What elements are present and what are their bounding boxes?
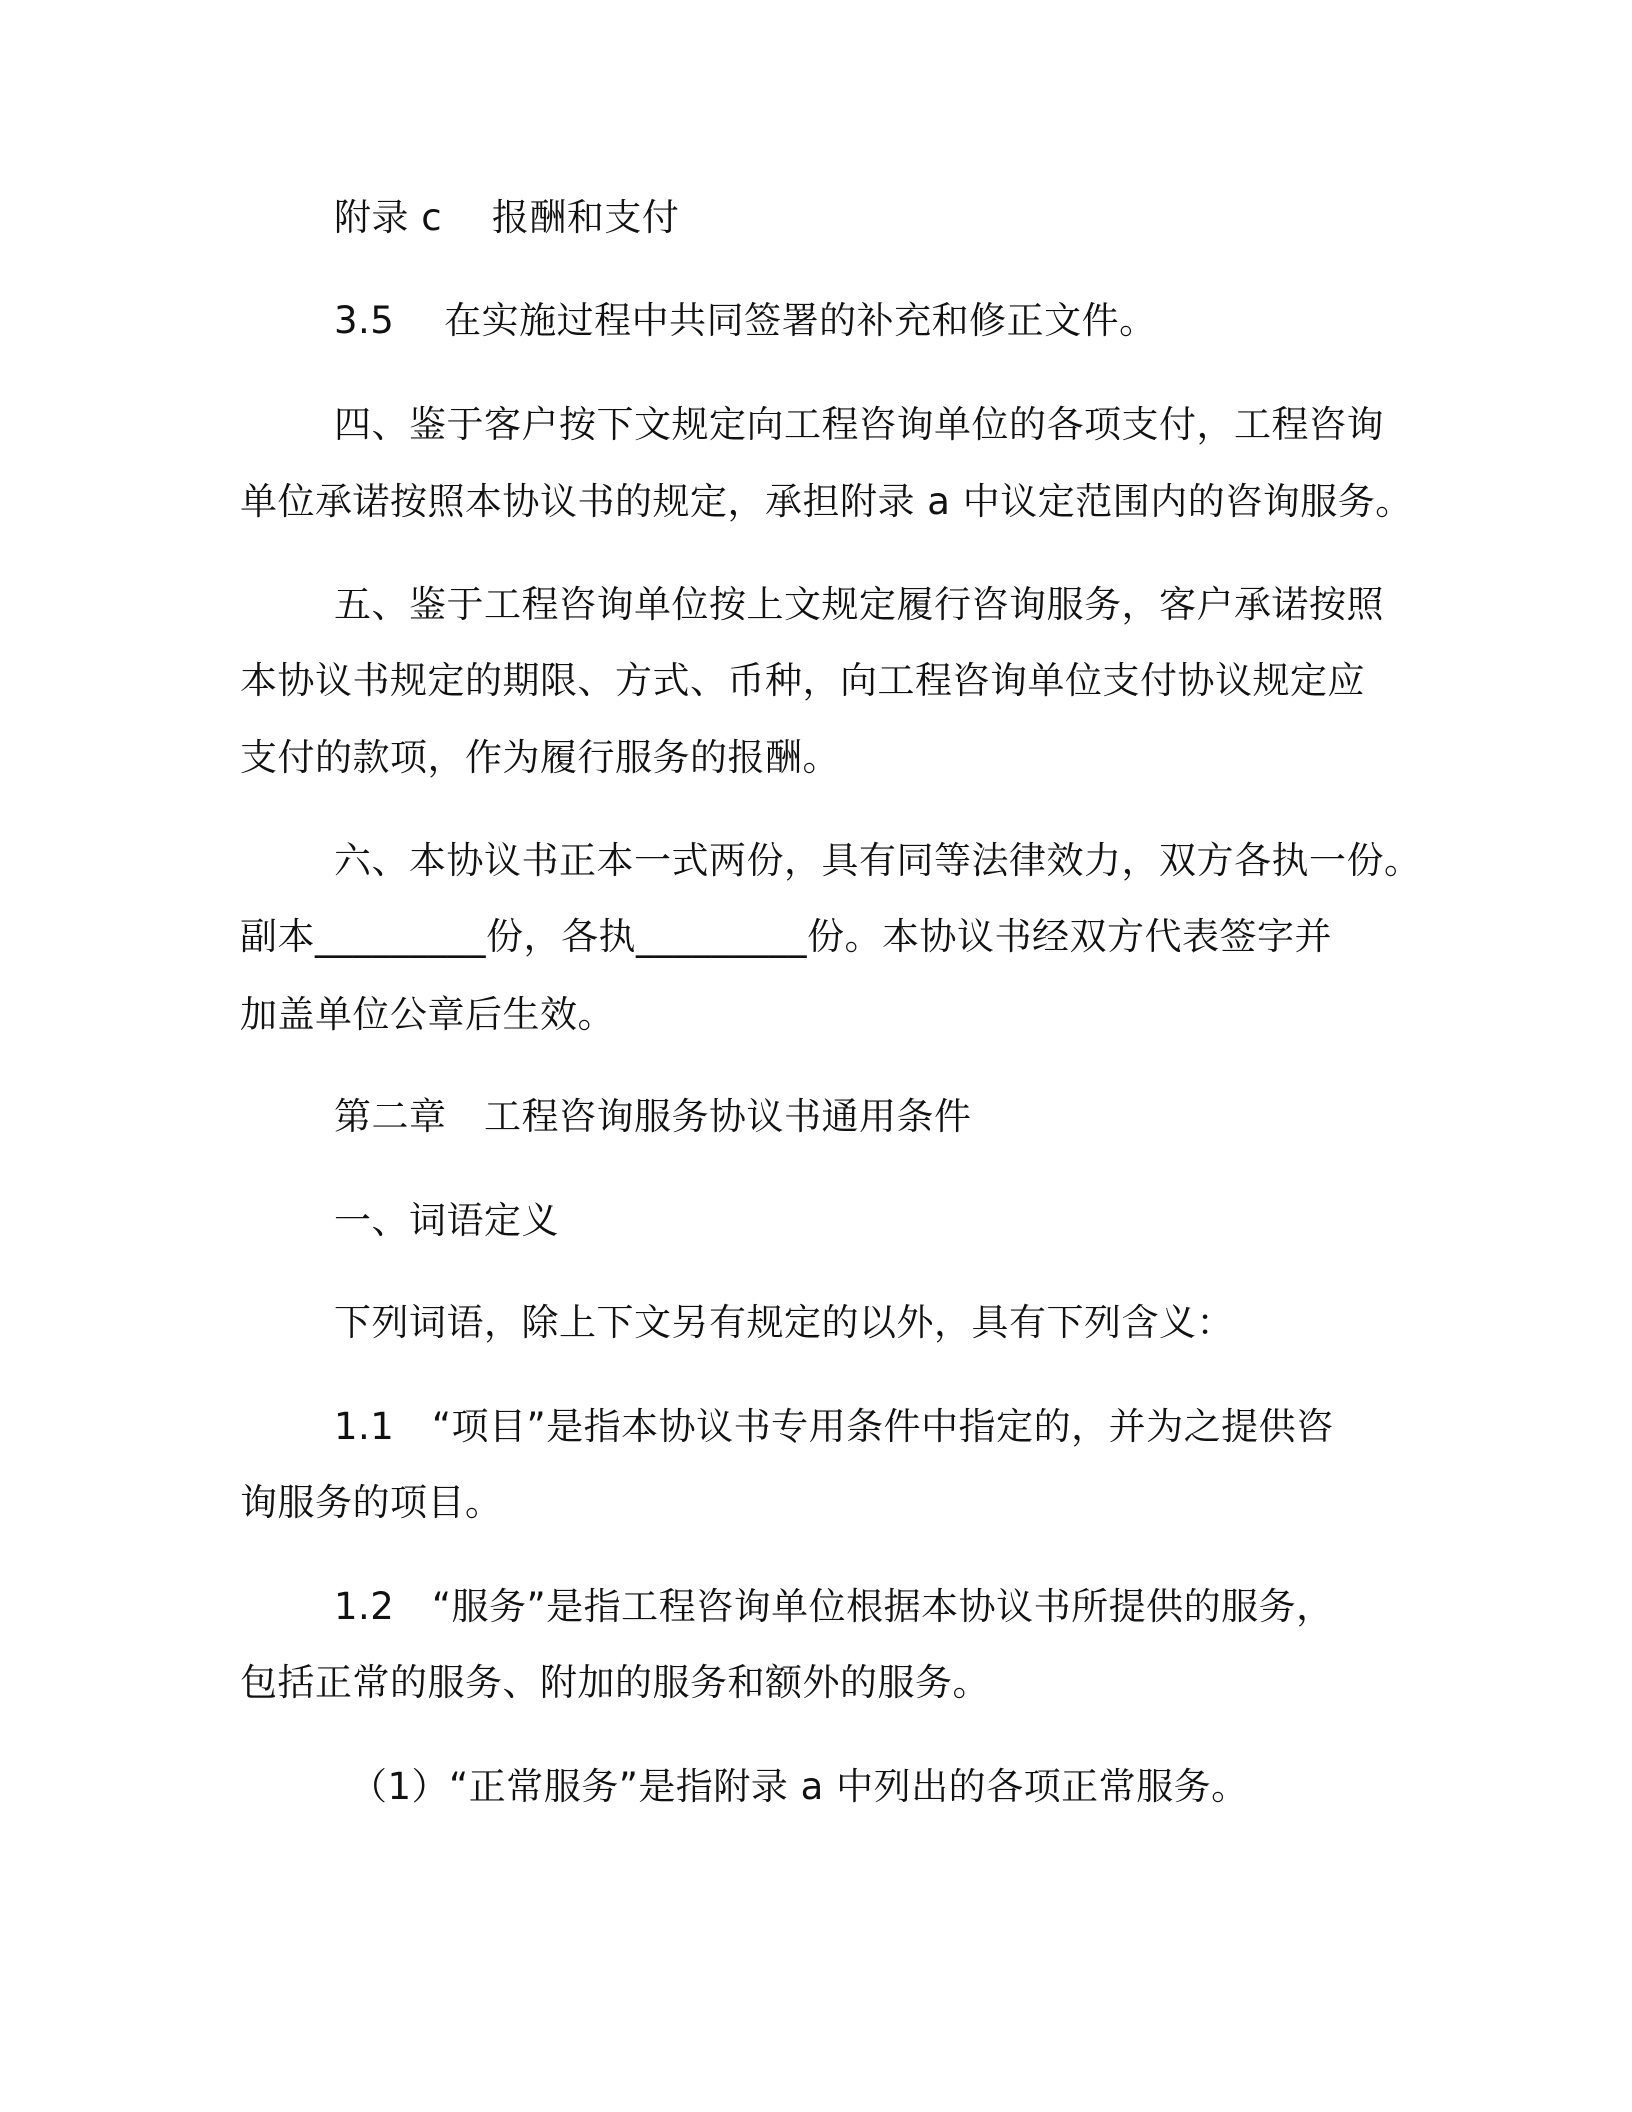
- paragraph-6-line-1: 六、本协议书正本一式两份，具有同等法律效力，双方各执一份。: [334, 839, 1422, 882]
- paragraph-5-line-3: 支付的款项，作为履行服务的报酬。: [240, 736, 840, 779]
- clause-1-2-item-1: （1）“正常服务”是指附录 a 中列出的各项正常服务。: [350, 1765, 1249, 1808]
- paragraph-4-line-1: 四、鉴于客户按下文规定向工程咨询单位的各项支付，工程咨询: [334, 403, 1384, 446]
- chapter-2-heading: 第二章 工程咨询服务协议书通用条件: [334, 1095, 972, 1138]
- clause-1-2-line-2: 包括正常的服务、附加的服务和额外的服务。: [240, 1661, 990, 1704]
- clause-1-1-line-2: 询服务的项目。: [240, 1481, 503, 1524]
- paragraph-6-line-3: 加盖单位公章后生效。: [240, 993, 615, 1036]
- clause-1-2-line-1: 1.2 “服务”是指工程咨询单位根据本协议书所提供的服务，: [334, 1585, 1334, 1628]
- appendix-c-heading: 附录 c 报酬和支付: [334, 196, 680, 239]
- section-1-heading: 一、词语定义: [334, 1199, 559, 1242]
- clause-1-1-line-1: 1.1 “项目”是指本协议书专用条件中指定的，并为之提供咨: [334, 1405, 1334, 1448]
- definitions-intro: 下列词语，除上下文另有规定的以外，具有下列含义：: [334, 1301, 1234, 1344]
- paragraph-5-line-2: 本协议书规定的期限、方式、币种，向工程咨询单位支付协议规定应: [240, 659, 1365, 702]
- clause-3-5: 3.5 在实施过程中共同签署的补充和修正文件。: [334, 299, 1157, 342]
- paragraph-4-line-2: 单位承诺按照本协议书的规定，承担附录 a 中议定范围内的咨询服务。: [240, 480, 1413, 523]
- paragraph-6-line-2: 副本_________份，各执_________份。本协议书经双方代表签字并: [240, 915, 1332, 958]
- paragraph-5-line-1: 五、鉴于工程咨询单位按上文规定履行咨询服务，客户承诺按照: [334, 583, 1384, 626]
